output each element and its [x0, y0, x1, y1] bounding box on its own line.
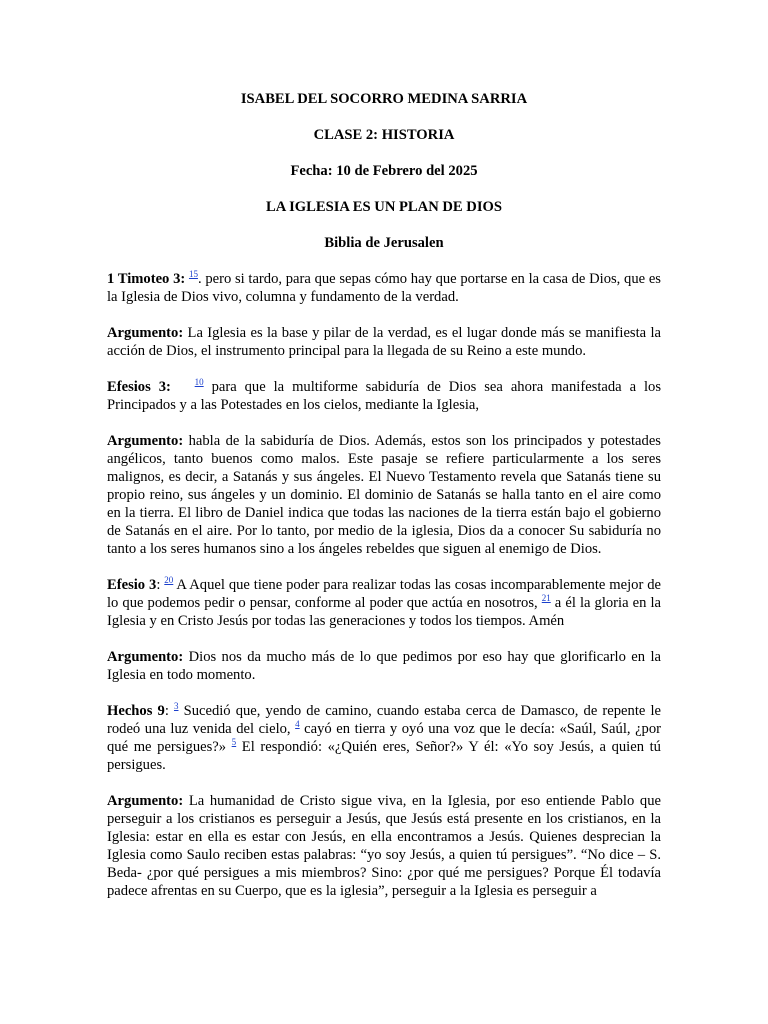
verse-link[interactable]: 4: [295, 719, 300, 729]
bible-version: Biblia de Jerusalen: [324, 235, 444, 251]
verse-text: para que la multiforme sabiduría de Dios sea ahora manifestada a los Principados y a las Potestades en los cielos, mediante la Iglesia,: [107, 379, 662, 413]
verse-reference: Hechos 9: [107, 703, 165, 719]
verse-efesio: [107, 576, 661, 630]
verse-link[interactable]: 15: [188, 269, 198, 279]
verse-link[interactable]: 10: [194, 377, 204, 387]
argument-text: habla de la sabiduría de Dios. Además, estos son los principados y potestades angélicos, tanto buenos como malos. Este pasaje se refiere particularmente a los seres malignos, es decir, a Satanás y sus ángeles. El Nuevo Testamento revela que Satanás tiene su propio reino, sus ángeles y un dominio. El dominio de Satanás se halla tanto en el aire como en la tierra. El libro de Daniel indica que todas las naciones de la tierra están bajo el gobierno de Satanás en el aire. Por lo tanto, por medio de la iglesia, Dios da a conocer Su sabiduría no tanto a los seres humanos sino a los ángeles rebeldes que siguen al enemigo de Dios.: [107, 433, 661, 557]
verse-colon: :: [164, 703, 174, 719]
verse-text: cayó en tierra y oyó una voz que le decía: «Saúl, Saúl, ¿por qué me persigues?»: [107, 721, 661, 755]
argument-1: [107, 324, 661, 360]
argument-label: Argumento:: [107, 433, 184, 449]
author-name: ISABEL DEL SOCORRO MEDINA SARRIA: [240, 91, 528, 107]
verse-text: a él la gloria en la Iglesia y en Cristo Jesús por todas las generaciones y todos los tiempos. Amén: [107, 595, 661, 629]
verse-timoteo: [107, 270, 661, 306]
verse-text: El respondió: «¿Quién eres, Señor?» Y él: «Yo soy Jesús, a quien tú persigues.: [107, 739, 661, 773]
verse-text: A Aquel que tiene poder para realizar todas las cosas incomparablemente mejor de lo que podemos pedir o pensar, conforme al poder que actúa en nosotros,: [107, 577, 661, 611]
verse-text: . pero si tardo, para que sepas cómo hay que portarse en la casa de Dios, que es la Iglesia de Dios vivo, columna y fundamento de la verdad.: [107, 271, 661, 305]
argument-3: [107, 648, 661, 684]
verse-efesios: [107, 378, 661, 414]
argument-text: Dios nos da mucho más de lo que pedimos por eso hay que glorificarlo en la Iglesia en todo momento.: [107, 649, 661, 683]
argument-text: La humanidad de Cristo sigue viva, en la Iglesia, por eso entiende Pablo que perseguir a los cristianos es perseguir a Jesús, que Jesús está presente en los cristianos, en la Iglesia: estar en ella es estar con Jesús, en ella encontramos a Jesús. Quienes desprecian la Iglesia como Saulo reciben estas palabras: “yo soy Jesús, a quien tú persigues”. “No dice – S. Beda- ¿por qué persigues a mis miembros? Sino: ¿por qué me persigues? Porque Él todavía padece afrentas en su Cuerpo, que es la iglesia”, perseguir a la Iglesia es perseguir a: [107, 793, 661, 899]
verse-text: Sucedió que, yendo de camino, cuando estaba cerca de Damasco, de repente le rodeó una luz venida del cielo,: [107, 703, 661, 737]
argument-2: [107, 432, 661, 558]
verse-reference: 1 Timoteo 3:: [107, 271, 186, 287]
argument-text: La Iglesia es la base y pilar de la verdad, es el lugar donde más se manifiesta la acción de Dios, el instrumento principal para la llegada de su Reino a este mundo.: [107, 325, 661, 359]
topic-title: LA IGLESIA ES UN PLAN DE DIOS: [265, 199, 502, 215]
verse-reference: Efesios 3:: [107, 379, 171, 395]
argument-label: Argumento:: [107, 793, 184, 809]
argument-label: Argumento:: [107, 325, 184, 341]
verse-link[interactable]: 3: [173, 701, 179, 711]
argument-label: Argumento:: [107, 649, 184, 665]
verse-reference: Efesio 3: [107, 577, 157, 593]
verse-link[interactable]: 20: [164, 575, 174, 585]
argument-4: [107, 792, 661, 900]
document-page: [107, 90, 661, 918]
class-title: CLASE 2: HISTORIA: [313, 127, 455, 143]
verse-hechos: [107, 702, 661, 774]
verse-link[interactable]: 21: [541, 593, 551, 603]
verse-link[interactable]: 5: [231, 737, 237, 747]
date-line: Fecha: 10 de Febrero del 2025: [290, 163, 478, 179]
verse-colon: :: [156, 577, 165, 593]
